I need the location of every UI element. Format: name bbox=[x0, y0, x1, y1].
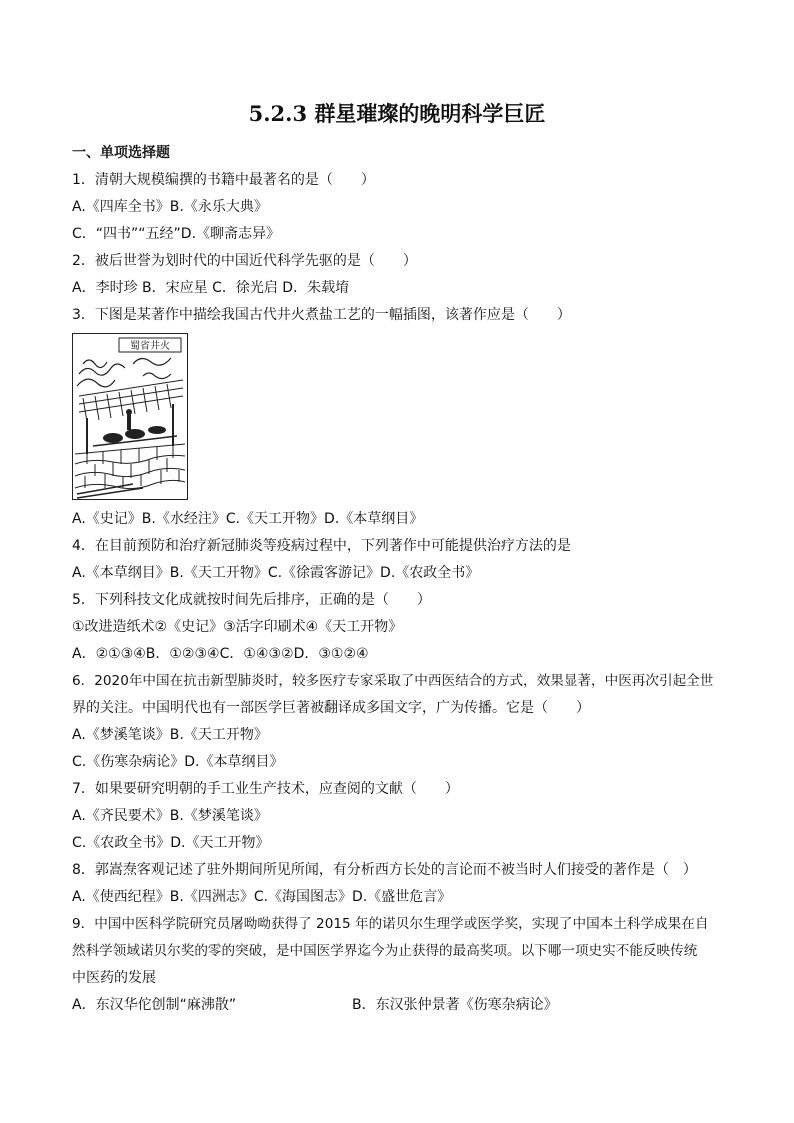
question-5-stem: 5．下列科技文化成就按时间先后排序，正确的是（ ） bbox=[72, 592, 431, 608]
question-8-stem: 8．郭嵩焘客观记述了驻外期间所见所闻，有分析西方长处的言论而不被当时人们接受的著作是（ ） bbox=[72, 862, 697, 878]
question-2-options: A．李时珍 B．宋应星 C．徐光启 D．朱载堉 bbox=[72, 280, 350, 296]
question-9-option-b: B．东汉张仲景著《伤寒杂病论》 bbox=[352, 997, 558, 1013]
question-1-stem: 1．清朝大规模编撰的书籍中最著名的是（ ） bbox=[72, 172, 375, 188]
question-5-options: A．②①③④B．①②③④C．①④③②D．③①②④ bbox=[72, 646, 369, 662]
question-7-options-cd: C.《农政全书》D.《天工开物》 bbox=[72, 835, 270, 851]
question-6-stem-line1: 6．2020年中国在抗击新型肺炎时，较多医疗专家采取了中西医结合的方式，效果显著，中医再次引起全世 bbox=[72, 673, 714, 689]
question-4-options: A.《本草纲目》B.《天工开物》C.《徐霞客游记》D.《农政全书》 bbox=[72, 565, 480, 581]
question-1-options-ab: A.《四库全书》B.《永乐大典》 bbox=[72, 199, 268, 215]
question-7-stem: 7．如果要研究明朝的手工业生产技术，应查阅的文献（ ） bbox=[72, 781, 459, 797]
question-3-options: A.《史记》B.《水经注》C.《天工开物》D.《本草纲目》 bbox=[72, 511, 424, 527]
question-9-stem-line3: 中医药的发展 bbox=[72, 970, 156, 986]
question-9-stem-line2: 然科学领域诺贝尔奖的零的突破，是中国医学界迄今为止获得的最高奖项。以下哪一项史实不能反映传统 bbox=[72, 943, 698, 959]
question-7-options-ab: A.《齐民要术》B.《梦溪笔谈》 bbox=[72, 808, 268, 824]
question-6-options-ab: A.《梦溪笔谈》B.《天工开物》 bbox=[72, 727, 268, 743]
question-8-options: A.《使西纪程》B.《四洲志》C.《海国图志》D.《盛世危言》 bbox=[72, 889, 452, 905]
salt-boiling-illustration bbox=[72, 333, 188, 500]
question-2-stem: 2．被后世誉为划时代的中国近代科学先驱的是（ ） bbox=[72, 253, 417, 269]
question-9-option-a: A．东汉华佗创制“麻沸散” bbox=[72, 997, 237, 1013]
illustration-caption: 蜀省井火 bbox=[130, 341, 170, 352]
question-1-options-cd: C．“四书”“五经”D.《聊斋志异》 bbox=[72, 226, 281, 242]
question-9-stem-line1: 9．中国中医科学院研究员屠呦呦获得了 2015 年的诺贝尔生理学或医学奖，实现了中国本土科学成果在自 bbox=[72, 916, 709, 932]
section-heading: 一、单项选择题 bbox=[72, 145, 170, 161]
question-6-options-cd: C.《伤寒杂病论》D.《本草纲目》 bbox=[72, 754, 284, 770]
question-5-items: ①改进造纸术②《史记》③活字印刷术④《天工开物》 bbox=[72, 619, 403, 635]
page-title: 5.2.3 群星璀璨的晚明科学巨匠 bbox=[248, 101, 546, 126]
woodcut-image bbox=[73, 334, 187, 499]
question-4-stem: 4．在目前预防和治疗新冠肺炎等疫病过程中，下列著作中可能提供治疗方法的是 bbox=[72, 538, 571, 554]
question-6-stem-line2: 界的关注。中国明代也有一部医学巨著被翻译成多国文字，广为传播。它是（ ） bbox=[72, 700, 590, 716]
question-3-stem: 3．下图是某著作中描绘我国古代井火煮盐工艺的一幅插图，该著作应是（ ） bbox=[72, 307, 571, 323]
